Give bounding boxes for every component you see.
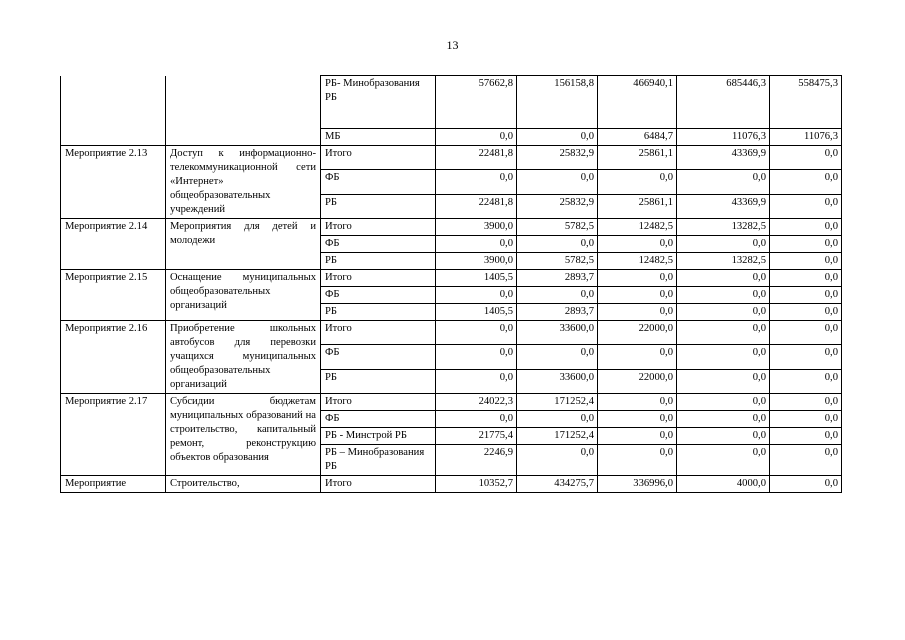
value-cell: 3900,0 bbox=[436, 253, 517, 270]
value-cell: 5782,5 bbox=[517, 219, 598, 236]
value-cell: 0,0 bbox=[677, 287, 770, 304]
value-cell: 22481,8 bbox=[436, 194, 517, 218]
event-cell: Мероприятие bbox=[61, 476, 166, 493]
funding-source-cell: ФБ bbox=[321, 170, 436, 194]
value-cell: 0,0 bbox=[677, 236, 770, 253]
value-cell: 0,0 bbox=[770, 270, 842, 287]
value-cell: 0,0 bbox=[517, 445, 598, 476]
value-cell: 0,0 bbox=[770, 321, 842, 345]
value-cell: 22481,8 bbox=[436, 146, 517, 170]
value-cell: 0,0 bbox=[677, 321, 770, 345]
value-cell: 0,0 bbox=[517, 170, 598, 194]
value-cell: 0,0 bbox=[770, 411, 842, 428]
value-cell: 25861,1 bbox=[598, 194, 677, 218]
value-cell: 33600,0 bbox=[517, 321, 598, 345]
value-cell: 22000,0 bbox=[598, 321, 677, 345]
funding-source-cell: Итого bbox=[321, 219, 436, 236]
value-cell: 0,0 bbox=[598, 428, 677, 445]
table-row bbox=[61, 146, 842, 170]
value-cell: 0,0 bbox=[598, 270, 677, 287]
value-cell: 43369,9 bbox=[677, 146, 770, 170]
value-cell: 22000,0 bbox=[598, 369, 677, 393]
value-cell: 12482,5 bbox=[598, 253, 677, 270]
value-cell: 0,0 bbox=[517, 236, 598, 253]
value-cell: 25832,9 bbox=[517, 146, 598, 170]
value-cell: 5782,5 bbox=[517, 253, 598, 270]
value-cell: 1405,5 bbox=[436, 270, 517, 287]
funding-source-cell: ФБ bbox=[321, 287, 436, 304]
value-cell: 0,0 bbox=[770, 394, 842, 411]
funding-source-cell: РБ bbox=[321, 253, 436, 270]
value-cell: 0,0 bbox=[436, 369, 517, 393]
funding-source-cell: Итого bbox=[321, 321, 436, 345]
value-cell: 0,0 bbox=[770, 146, 842, 170]
value-cell: 0,0 bbox=[770, 304, 842, 321]
table-row bbox=[61, 321, 842, 345]
funding-source-cell: РБ bbox=[321, 369, 436, 393]
description-cell: Субсидии бюджетам муниципальных образований на строительство, капитальный ремонт, реконструкцию объектов образования bbox=[166, 394, 321, 476]
value-cell: 10352,7 bbox=[436, 476, 517, 493]
value-cell: 0,0 bbox=[436, 287, 517, 304]
value-cell: 558475,3 bbox=[770, 76, 842, 129]
value-cell: 13282,5 bbox=[677, 253, 770, 270]
value-cell: 0,0 bbox=[677, 345, 770, 369]
value-cell: 24022,3 bbox=[436, 394, 517, 411]
value-cell: 0,0 bbox=[770, 476, 842, 493]
funding-source-cell: РБ bbox=[321, 304, 436, 321]
funding-source-cell: Итого bbox=[321, 394, 436, 411]
value-cell: 0,0 bbox=[517, 129, 598, 146]
value-cell: 0,0 bbox=[770, 287, 842, 304]
funding-source-cell: МБ bbox=[321, 129, 436, 146]
value-cell: 0,0 bbox=[436, 129, 517, 146]
value-cell: 0,0 bbox=[517, 345, 598, 369]
value-cell: 3900,0 bbox=[436, 219, 517, 236]
value-cell: 6484,7 bbox=[598, 129, 677, 146]
table-row bbox=[61, 394, 842, 411]
value-cell: 466940,1 bbox=[598, 76, 677, 129]
funding-source-cell: РБ – Минобразования РБ bbox=[321, 445, 436, 476]
description-cell: Строительство, bbox=[166, 476, 321, 493]
value-cell: 11076,3 bbox=[677, 129, 770, 146]
value-cell: 336996,0 bbox=[598, 476, 677, 493]
value-cell: 0,0 bbox=[770, 345, 842, 369]
value-cell: 156158,8 bbox=[517, 76, 598, 129]
value-cell: 0,0 bbox=[436, 170, 517, 194]
value-cell: 4000,0 bbox=[677, 476, 770, 493]
table-row bbox=[61, 270, 842, 287]
value-cell: 0,0 bbox=[598, 170, 677, 194]
value-cell: 434275,7 bbox=[517, 476, 598, 493]
value-cell: 0,0 bbox=[770, 170, 842, 194]
value-cell: 0,0 bbox=[598, 287, 677, 304]
funding-source-cell: Итого bbox=[321, 146, 436, 170]
funding-source-cell: ФБ bbox=[321, 411, 436, 428]
value-cell: 0,0 bbox=[677, 270, 770, 287]
value-cell: 0,0 bbox=[770, 253, 842, 270]
value-cell: 0,0 bbox=[436, 236, 517, 253]
description-cell: Мероприятия для детей и молодежи bbox=[166, 219, 321, 270]
description-cell bbox=[166, 76, 321, 146]
event-cell bbox=[61, 76, 166, 146]
value-cell: 0,0 bbox=[677, 304, 770, 321]
value-cell: 0,0 bbox=[598, 394, 677, 411]
value-cell: 0,0 bbox=[598, 411, 677, 428]
funding-source-cell: РБ - Минстрой РБ bbox=[321, 428, 436, 445]
value-cell: 0,0 bbox=[677, 411, 770, 428]
value-cell: 0,0 bbox=[770, 428, 842, 445]
value-cell: 21775,4 bbox=[436, 428, 517, 445]
table-row bbox=[61, 76, 842, 129]
event-cell: Мероприятие 2.17 bbox=[61, 394, 166, 476]
table-row bbox=[61, 219, 842, 236]
value-cell: 0,0 bbox=[598, 304, 677, 321]
table-row bbox=[61, 476, 842, 493]
event-cell: Мероприятие 2.14 bbox=[61, 219, 166, 270]
value-cell: 2893,7 bbox=[517, 270, 598, 287]
event-cell: Мероприятие 2.15 bbox=[61, 270, 166, 321]
funding-source-cell: Итого bbox=[321, 270, 436, 287]
value-cell: 57662,8 bbox=[436, 76, 517, 129]
value-cell: 12482,5 bbox=[598, 219, 677, 236]
value-cell: 25861,1 bbox=[598, 146, 677, 170]
value-cell: 2246,9 bbox=[436, 445, 517, 476]
funding-source-cell: ФБ bbox=[321, 345, 436, 369]
value-cell: 685446,3 bbox=[677, 76, 770, 129]
event-cell: Мероприятие 2.13 bbox=[61, 146, 166, 219]
value-cell: 25832,9 bbox=[517, 194, 598, 218]
value-cell: 171252,4 bbox=[517, 428, 598, 445]
value-cell: 0,0 bbox=[677, 445, 770, 476]
value-cell: 1405,5 bbox=[436, 304, 517, 321]
value-cell: 2893,7 bbox=[517, 304, 598, 321]
funding-source-cell: РБ- Минобразования РБ bbox=[321, 76, 436, 129]
description-cell: Доступ к информационно-телекоммуникационной сети «Интернет» общеобразовательных учреждений bbox=[166, 146, 321, 219]
funding-source-cell: ФБ bbox=[321, 236, 436, 253]
value-cell: 0,0 bbox=[770, 369, 842, 393]
value-cell: 0,0 bbox=[598, 236, 677, 253]
funding-source-cell: РБ bbox=[321, 194, 436, 218]
value-cell: 0,0 bbox=[517, 411, 598, 428]
budget-table bbox=[60, 75, 842, 493]
funding-source-cell: Итого bbox=[321, 476, 436, 493]
value-cell: 33600,0 bbox=[517, 369, 598, 393]
value-cell: 0,0 bbox=[677, 394, 770, 411]
value-cell: 11076,3 bbox=[770, 129, 842, 146]
value-cell: 0,0 bbox=[436, 345, 517, 369]
value-cell: 0,0 bbox=[598, 345, 677, 369]
value-cell: 0,0 bbox=[770, 445, 842, 476]
value-cell: 43369,9 bbox=[677, 194, 770, 218]
value-cell: 0,0 bbox=[770, 236, 842, 253]
value-cell: 0,0 bbox=[770, 219, 842, 236]
description-cell: Оснащение муниципальных общеобразовательных организаций bbox=[166, 270, 321, 321]
value-cell: 0,0 bbox=[677, 428, 770, 445]
value-cell: 0,0 bbox=[436, 411, 517, 428]
event-cell: Мероприятие 2.16 bbox=[61, 321, 166, 394]
value-cell: 13282,5 bbox=[677, 219, 770, 236]
value-cell: 0,0 bbox=[436, 321, 517, 345]
description-cell: Приобретение школьных автобусов для перевозки учащихся муниципальных общеобразовательных организаций bbox=[166, 321, 321, 394]
value-cell: 0,0 bbox=[677, 170, 770, 194]
value-cell: 0,0 bbox=[677, 369, 770, 393]
value-cell: 0,0 bbox=[517, 287, 598, 304]
value-cell: 0,0 bbox=[770, 194, 842, 218]
page-number: 13 bbox=[446, 38, 459, 52]
value-cell: 171252,4 bbox=[517, 394, 598, 411]
value-cell: 0,0 bbox=[598, 445, 677, 476]
